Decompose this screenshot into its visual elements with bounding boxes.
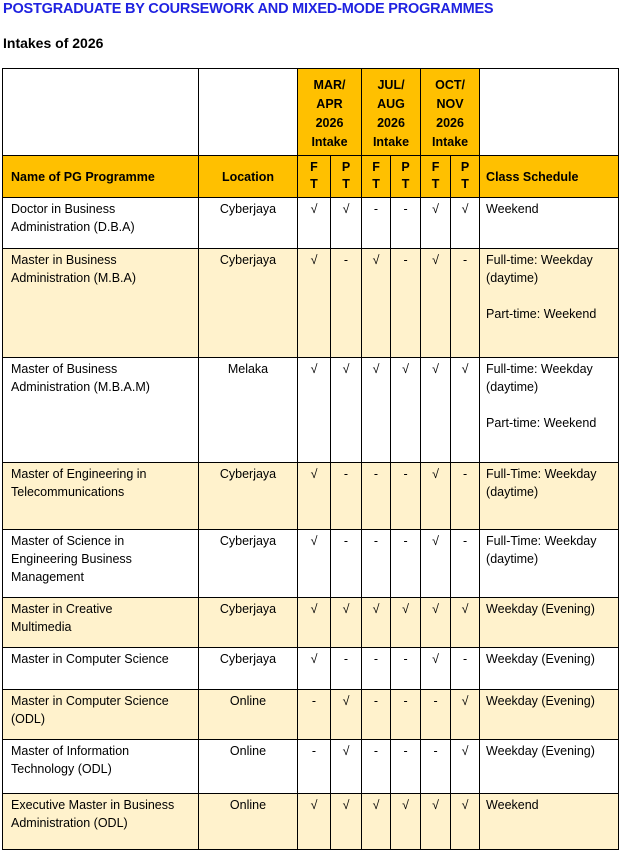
header-location: Location	[199, 156, 298, 198]
programme-name: Master in Business Administration (M.B.A)	[3, 249, 199, 358]
pt-availability-mark: √	[331, 740, 362, 794]
ft-availability-mark: √	[362, 249, 391, 358]
class-schedule: Full-time: Weekday (daytime) Part-time: Weekend	[480, 249, 619, 358]
class-schedule: Full-Time: Weekday (daytime)	[480, 463, 619, 530]
table-row	[3, 648, 619, 690]
pt-availability-mark: √	[451, 198, 480, 249]
ft-availability-mark: √	[298, 530, 331, 598]
pt-availability-mark: -	[331, 249, 362, 358]
pt-availability-mark: √	[451, 598, 480, 648]
ft-availability-mark: √	[362, 358, 391, 463]
pt-availability-mark: √	[331, 690, 362, 740]
header-ft: F T	[362, 156, 391, 198]
pt-availability-mark: -	[391, 740, 421, 794]
table-row	[3, 598, 619, 648]
programme-location: Cyberjaya	[199, 249, 298, 358]
ft-availability-mark: √	[362, 794, 391, 850]
programme-name: Doctor in Business Administration (D.B.A)	[3, 198, 199, 249]
class-schedule: Weekend	[480, 794, 619, 850]
ft-availability-mark: √	[421, 598, 451, 648]
pt-availability-mark: -	[391, 198, 421, 249]
table-row	[3, 530, 619, 598]
pt-availability-mark: -	[451, 463, 480, 530]
ft-availability-mark: √	[421, 198, 451, 249]
intake-oct-nov: OCT/ NOV 2026 Intake	[421, 69, 480, 156]
class-schedule: Weekday (Evening)	[480, 690, 619, 740]
pt-availability-mark: √	[451, 794, 480, 850]
header-class-schedule: Class Schedule	[480, 156, 619, 198]
ft-availability-mark: √	[298, 358, 331, 463]
blank-header-cell	[3, 69, 199, 156]
ft-availability-mark: √	[298, 648, 331, 690]
ft-availability-mark: -	[421, 740, 451, 794]
pt-availability-mark: √	[391, 358, 421, 463]
header-pt: P T	[331, 156, 362, 198]
pt-availability-mark: √	[331, 794, 362, 850]
ft-availability-mark: √	[421, 794, 451, 850]
programme-location: Cyberjaya	[199, 463, 298, 530]
pt-availability-mark: √	[391, 598, 421, 648]
ft-availability-mark: √	[298, 198, 331, 249]
pt-availability-mark: √	[451, 690, 480, 740]
pt-availability-mark: -	[331, 530, 362, 598]
table-row	[3, 794, 619, 850]
pt-availability-mark: √	[391, 794, 421, 850]
pt-availability-mark: √	[331, 198, 362, 249]
class-schedule: Weekday (Evening)	[480, 648, 619, 690]
pt-availability-mark: -	[451, 249, 480, 358]
pt-availability-mark: -	[391, 530, 421, 598]
ft-availability-mark: -	[362, 198, 391, 249]
ft-availability-mark: √	[362, 598, 391, 648]
class-schedule: Weekday (Evening)	[480, 598, 619, 648]
programme-name: Master of Engineering in Telecommunications	[3, 463, 199, 530]
programme-location: Online	[199, 794, 298, 850]
class-schedule: Full-Time: Weekday (daytime)	[480, 530, 619, 598]
programme-location: Cyberjaya	[199, 648, 298, 690]
programme-name: Master in Computer Science (ODL)	[3, 690, 199, 740]
ft-availability-mark: √	[421, 358, 451, 463]
programme-name: Master in Creative Multimedia	[3, 598, 199, 648]
intake-mar-apr: MAR/ APR 2026 Intake	[298, 69, 362, 156]
programme-name: Master of Business Administration (M.B.A.M)	[3, 358, 199, 463]
table-row	[3, 249, 619, 358]
ft-availability-mark: -	[362, 690, 391, 740]
blank-header-cell	[480, 69, 619, 156]
ft-availability-mark: √	[421, 463, 451, 530]
programme-location: Melaka	[199, 358, 298, 463]
ft-availability-mark: -	[421, 690, 451, 740]
table-row	[3, 690, 619, 740]
programmes-table	[2, 68, 619, 850]
class-schedule: Weekday (Evening)	[480, 740, 619, 794]
table-row	[3, 463, 619, 530]
programme-name: Master of Information Technology (ODL)	[3, 740, 199, 794]
column-header-row	[3, 156, 619, 198]
header-programme-name: Name of PG Programme	[3, 156, 199, 198]
intake-jul-aug: JUL/ AUG 2026 Intake	[362, 69, 421, 156]
ft-availability-mark: √	[421, 648, 451, 690]
pt-availability-mark: -	[451, 530, 480, 598]
ft-availability-mark: √	[298, 463, 331, 530]
programme-name: Master of Science in Engineering Business Management	[3, 530, 199, 598]
blank-header-cell	[199, 69, 298, 156]
header-pt: P T	[391, 156, 421, 198]
ft-availability-mark: -	[362, 740, 391, 794]
programme-location: Online	[199, 690, 298, 740]
pt-availability-mark: -	[391, 648, 421, 690]
ft-availability-mark: -	[362, 648, 391, 690]
ft-availability-mark: -	[298, 740, 331, 794]
table-row	[3, 198, 619, 249]
ft-availability-mark: -	[298, 690, 331, 740]
header-ft: F T	[298, 156, 331, 198]
programme-name: Executive Master in Business Administration (ODL)	[3, 794, 199, 850]
header-pt: P T	[451, 156, 480, 198]
pt-availability-mark: -	[391, 249, 421, 358]
intake-header-row	[3, 69, 619, 156]
class-schedule: Weekend	[480, 198, 619, 249]
pt-availability-mark: √	[331, 598, 362, 648]
ft-availability-mark: √	[421, 249, 451, 358]
programme-name: Master in Computer Science	[3, 648, 199, 690]
ft-availability-mark: -	[362, 463, 391, 530]
programme-location: Cyberjaya	[199, 198, 298, 249]
pt-availability-mark: -	[451, 648, 480, 690]
table-row	[3, 740, 619, 794]
header-ft: F T	[421, 156, 451, 198]
pt-availability-mark: √	[451, 358, 480, 463]
pt-availability-mark: -	[331, 648, 362, 690]
class-schedule: Full-time: Weekday (daytime) Part-time: Weekend	[480, 358, 619, 463]
ft-availability-mark: √	[298, 598, 331, 648]
pt-availability-mark: √	[451, 740, 480, 794]
table-row	[3, 358, 619, 463]
programme-location: Cyberjaya	[199, 598, 298, 648]
pt-availability-mark: -	[391, 690, 421, 740]
programme-location: Cyberjaya	[199, 530, 298, 598]
intakes-subtitle: Intakes of 2026	[3, 35, 104, 51]
pt-availability-mark: -	[331, 463, 362, 530]
ft-availability-mark: -	[362, 530, 391, 598]
ft-availability-mark: √	[298, 249, 331, 358]
ft-availability-mark: √	[298, 794, 331, 850]
pt-availability-mark: -	[391, 463, 421, 530]
ft-availability-mark: √	[421, 530, 451, 598]
page-title: POSTGRADUATE BY COURSEWORK AND MIXED-MODE PROGRAMMES	[3, 1, 494, 17]
pt-availability-mark: √	[331, 358, 362, 463]
programme-location: Online	[199, 740, 298, 794]
